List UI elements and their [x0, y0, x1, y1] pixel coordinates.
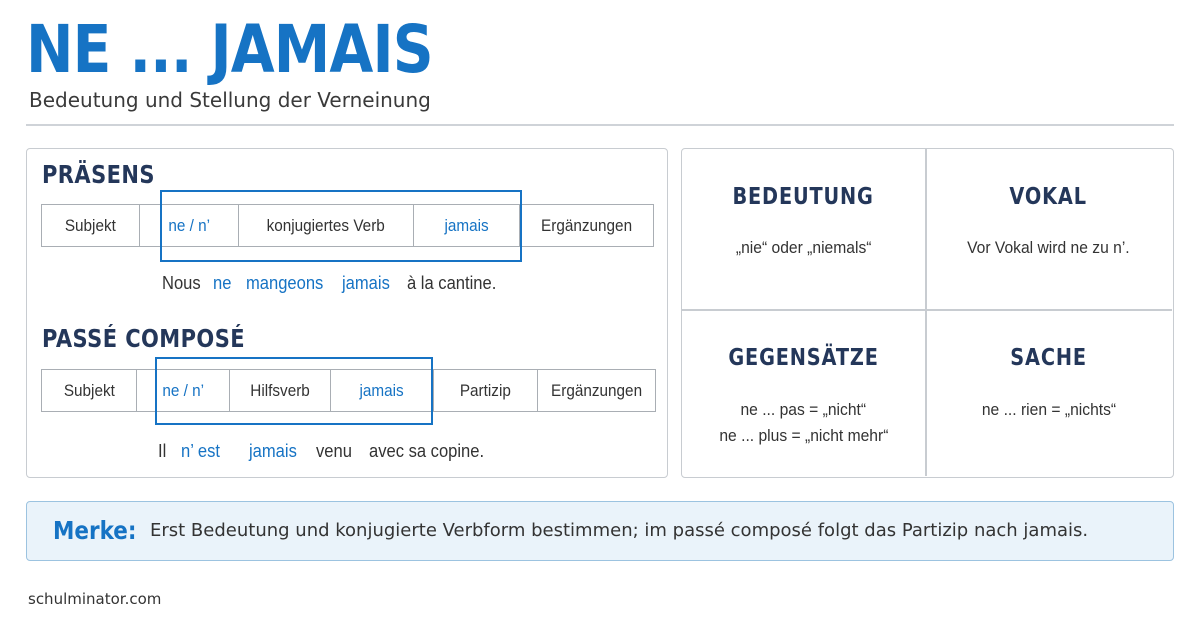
vokal-heading: VOKAL: [1009, 184, 1088, 210]
example-word-jamais: jamais: [249, 441, 297, 461]
pc-cell-subjekt: Subjekt: [42, 370, 137, 411]
page-title: NE ... JAMAIS: [26, 11, 433, 88]
pc-cell-ne: ne / n’: [137, 370, 230, 411]
merke-text: Erst Bedeutung und konjugierte Verbform bestimmen; im passé composé folgt das Partizip nach jamais.: [150, 520, 1089, 541]
praesens-cell-jamais: jamais: [414, 205, 520, 246]
example-word: Il: [158, 441, 167, 461]
vokal-text: Vor Vokal wird ne zu n’.: [967, 238, 1130, 257]
praesens-cell-ergaenzungen: Ergänzungen: [540, 215, 633, 235]
sentence-structure-panel: [26, 148, 668, 478]
passe-compose-structure-row: [41, 369, 656, 412]
praesens-structure-row: [41, 204, 654, 247]
sache-text: ne ... rien = „nichts“: [981, 400, 1116, 419]
pc-cell-partizip: Partizip: [434, 370, 538, 411]
bedeutung-text: „nie“ oder „niemals“: [735, 238, 872, 257]
header-divider: [26, 124, 1174, 126]
example-word-partizip: venu: [316, 441, 352, 461]
page-subtitle: Bedeutung und Stellung der Verneinung: [29, 88, 431, 112]
passe-compose-heading: PASSÉ COMPOSÉ: [42, 324, 246, 353]
pc-cell-hilfsverb: Hilfsverb: [230, 370, 331, 411]
praesens-heading: PRÄSENS: [42, 160, 155, 189]
pc-cell-jamais: jamais: [331, 370, 434, 411]
gegensaetze-line-2: ne ... plus = „nicht mehr“: [718, 426, 889, 445]
example-word-verb: mangeons: [246, 273, 324, 293]
info-grid-panel: [681, 148, 1174, 478]
praesens-cell-subjekt: Subjekt: [42, 205, 140, 246]
praesens-cell-ne: ne / n’: [140, 205, 239, 246]
gegensaetze-heading: GEGENSÄTZE: [728, 345, 879, 371]
source-footer: schulminator.com: [28, 590, 162, 608]
merke-label: Merke:: [53, 516, 137, 545]
example-word-jamais: jamais: [342, 273, 390, 293]
praesens-cell-verb: konjugiertes Verb: [239, 205, 414, 246]
info-grid-horizontal-divider: [682, 309, 1172, 311]
example-word: à la cantine.: [407, 273, 497, 293]
pc-cell-ergaenzungen: Ergänzungen: [550, 380, 643, 400]
example-word: Nous: [162, 273, 201, 293]
example-word: avec sa copine.: [369, 441, 485, 461]
example-word-ne-est: n’ est: [181, 441, 220, 461]
example-word-ne: ne: [213, 273, 232, 293]
gegensaetze-line-1: ne ... pas = „nicht“: [740, 400, 867, 419]
merke-box: [26, 501, 1174, 561]
bedeutung-heading: BEDEUTUNG: [732, 184, 875, 210]
sache-heading: SACHE: [1010, 345, 1087, 371]
